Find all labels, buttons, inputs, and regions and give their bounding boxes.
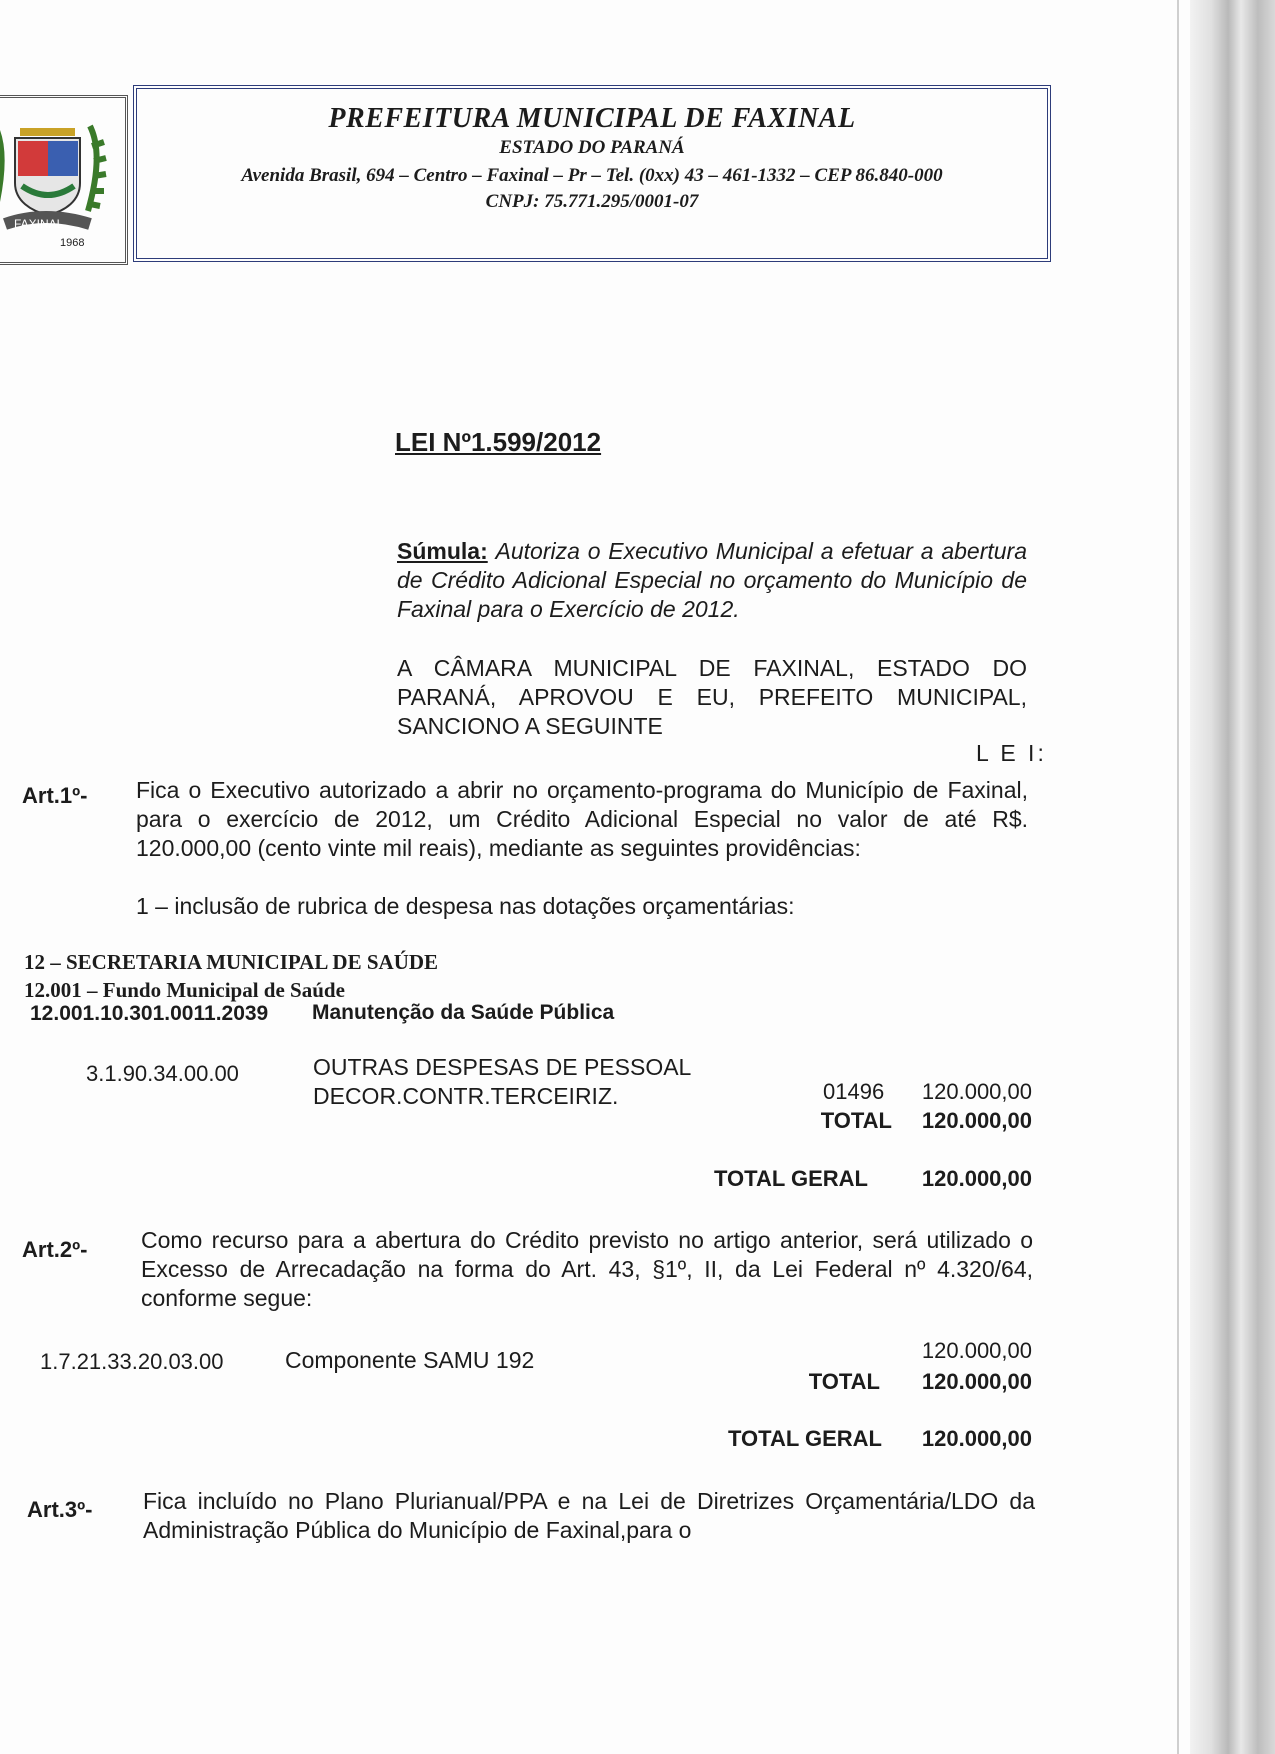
programa-name: Manutenção da Saúde Pública — [312, 1001, 615, 1024]
lei-label: L E I: — [976, 740, 1047, 766]
revenue-value: 120.000,00 — [921, 1338, 1032, 1363]
revenue-code: 1.7.21.33.20.03.00 — [40, 1349, 224, 1374]
revenue-desc: Componente SAMU 192 — [285, 1347, 535, 1373]
art2-label: Art.2º- — [22, 1237, 88, 1262]
logo-text: FAXINAL — [14, 217, 64, 231]
expense-code: 3.1.90.34.00.00 — [86, 1061, 239, 1086]
art1-item: 1 – inclusão de rubrica de despesa nas dotações orçamentárias: — [136, 893, 795, 919]
letterhead-state: ESTADO DO PARANÁ — [499, 137, 685, 158]
sumula-label: Súmula: — [397, 538, 488, 564]
total-geral1-value: 120.000,00 — [921, 1166, 1032, 1191]
expense-value: 120.000,00 — [921, 1079, 1032, 1104]
page-edge-line — [1177, 0, 1179, 1754]
letterhead — [133, 85, 1051, 262]
total-geral2-value: 120.000,00 — [921, 1426, 1032, 1451]
expense-desc-line1: OUTRAS DESPESAS DE PESSOAL — [313, 1054, 692, 1080]
coat-of-arms-frame — [0, 95, 128, 265]
secretaria-heading: 12 – SECRETARIA MUNICIPAL DE SAÚDE — [24, 950, 439, 974]
coat-of-arms-icon — [0, 116, 125, 256]
law-title: LEI Nº1.599/2012 — [395, 427, 602, 457]
total2-label: TOTAL — [808, 1369, 880, 1394]
fundo-heading: 12.001 – Fundo Municipal de Saúde — [24, 978, 345, 1002]
programa-code: 12.001.10.301.0011.2039 — [30, 1002, 269, 1025]
sumula-paragraph — [397, 537, 1027, 624]
total1-value: 120.000,00 — [921, 1108, 1032, 1133]
letterhead-title: PREFEITURA MUNICIPAL DE FAXINAL — [328, 103, 856, 134]
expense-source: 01496 — [823, 1079, 885, 1104]
logo-year: 1968 — [60, 237, 85, 249]
art3-label: Art.3º- — [27, 1497, 93, 1522]
expense-desc-line2: DECOR.CONTR.TERCEIRIZ. — [313, 1083, 619, 1109]
art2-text: Como recurso para a abertura do Crédito previsto no artigo anterior, será utilizado o Excesso de Arrecadação na forma do Art. 43, §1º, II, da Lei Federal nº 4.320/64, conforme segue: — [141, 1227, 1033, 1311]
art1-label: Art.1º- — [22, 783, 88, 808]
total2-value: 120.000,00 — [921, 1369, 1032, 1394]
total1-label: TOTAL — [820, 1108, 892, 1133]
preamble: A CÂMARA MUNICIPAL DE FAXINAL, ESTADO DO PARANÁ, APROVOU E EU, PREFEITO MUNICIPAL, SANCIONO A SEGUINTE — [397, 655, 1027, 739]
letterhead-address: Avenida Brasil, 694 – Centro – Faxinal – Pr – Tel. (0xx) 43 – 461-1332 – CEP 86.840-000 — [241, 165, 943, 186]
total-geral2-label: TOTAL GERAL — [728, 1426, 882, 1451]
page-edge-shadow — [1190, 0, 1275, 1754]
letterhead-cnpj: CNPJ: 75.771.295/0001-07 — [485, 191, 699, 212]
art3-text: Fica incluído no Plano Plurianual/PPA e na Lei de Diretrizes Orçamentária/LDO da Administração Pública do Município de Faxinal,para o — [143, 1488, 1035, 1543]
art1-text: Fica o Executivo autorizado a abrir no orçamento-programa do Município de Faxinal, para o exercício de 2012, um Crédito Adicional Especial no valor de até R$. 120.000,00 (cento vinte mil reais), mediante as seguintes providências: — [136, 777, 1028, 861]
sumula-text: Autoriza o Executivo Municipal a efetuar a abertura de Crédito Adicional Especial no orçamento do Município de Faxinal para o Exercício de 2012. — [397, 538, 1027, 622]
total-geral1-label: TOTAL GERAL — [714, 1166, 868, 1191]
